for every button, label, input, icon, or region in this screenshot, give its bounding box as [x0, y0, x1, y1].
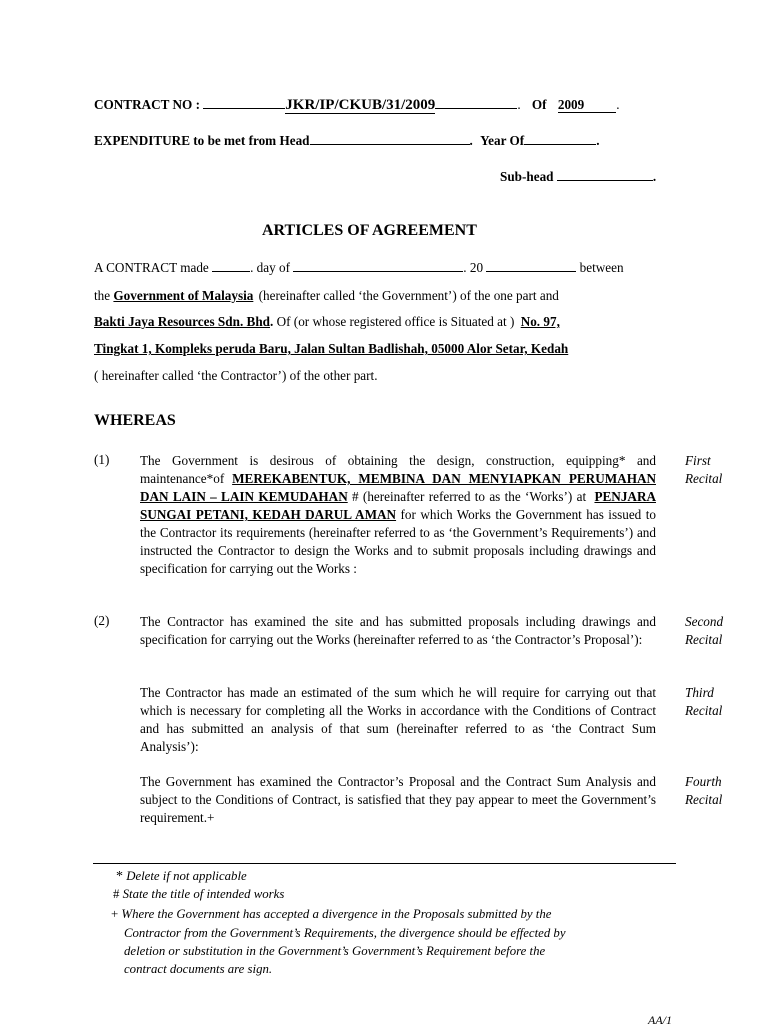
footnote-1	[116, 869, 247, 885]
recital-label-4-a: Fourth	[685, 774, 722, 789]
footnote-divider	[93, 863, 676, 864]
year-of-label: Year Of	[480, 133, 525, 148]
intro-line-3: Bakti Jaya Resources Sdn. Bhd. Of (or whose registered office is Situated at ) No. 97,	[94, 314, 560, 329]
subhead-blank	[557, 169, 653, 181]
recital-label-3-b: Recital	[685, 703, 723, 718]
recital-1-part-c: for which Works the Government has issued to the Contractor its requirements (hereinafter referred to as ‘the Government’s Requirements’) and instructed the Contractor to design the Works and to submit proposals including drawings and specification for carrying out the Works :	[140, 507, 656, 576]
recital-label-2-a: Second	[685, 614, 724, 629]
recital-label-4-b: Recital	[685, 792, 723, 807]
asterisk-symbol: *	[116, 869, 123, 884]
head-blank	[310, 133, 470, 145]
intro-made: A CONTRACT made	[94, 260, 209, 275]
recital-label-2-b: Recital	[685, 632, 723, 647]
works-title: MEREKABENTUK, MEMBINA DAN MENYIAPKAN PERUMAHAN DAN LAIN – LAIN KEMUDAHAN	[140, 471, 656, 504]
footnote-2-text: State the title of intended works	[122, 887, 285, 901]
recital-label-1-a: First	[685, 453, 711, 468]
of-year: 2009	[558, 97, 616, 113]
document-title: ARTICLES OF AGREEMENT	[262, 222, 477, 239]
recital-1-part-a: The Government is desirous of obtaining the design, construction, equipping* and maintenance*of	[140, 453, 656, 486]
recital-2-text: The Contractor has examined the site and has submitted proposals including drawings and specification for carrying out the Works (hereinafter referred to as ‘the Contractor’s Proposal’):	[140, 614, 656, 647]
intro-20: 20	[469, 260, 484, 275]
intro-line-1: A CONTRACT made . day of . 20 between	[94, 260, 624, 275]
footnote-3-line-2: Contractor from the Government’s Requirements, the divergence should be effected by	[124, 926, 566, 940]
recital-label-1	[685, 452, 722, 488]
recital-1-part-b: # (hereinafter referred to as the ‘Works’) at	[352, 489, 587, 504]
contract-no-label: CONTRACT NO :	[94, 97, 200, 112]
recital-label-1-b: Recital	[685, 471, 723, 486]
intro-line-5: ( hereinafter called ‘the Contractor’) of the other part.	[94, 368, 378, 383]
party-contractor: Bakti Jaya Resources Sdn. Bhd	[94, 314, 270, 329]
recital-1-text	[140, 452, 656, 578]
intro-the: the	[94, 288, 111, 303]
recital-number-1: (1)	[94, 452, 110, 467]
footnote-1-text: Delete if not applicable	[126, 869, 247, 883]
recital-number-2: (2)	[94, 613, 110, 628]
address-part-2: Tingkat 1, Kompleks peruda Baru, Jalan Sultan Badlishah, 05000 Alor Setar, Kedah	[94, 341, 569, 356]
footnote-2	[113, 887, 284, 902]
intro-rest: (hereinafter called ‘the Government’) of the one part and	[258, 288, 559, 303]
subhead-label: Sub-head	[500, 169, 554, 184]
party-government: Government of Malaysia	[113, 288, 254, 303]
intro-line-2	[94, 288, 559, 304]
blank-line	[203, 97, 285, 109]
expenditure-line: EXPENDITURE to be met from Head . Year Of .	[94, 133, 600, 148]
blank-year	[486, 260, 576, 272]
intro-between: between	[579, 260, 624, 275]
blank-line	[435, 97, 517, 109]
recital-label-3	[685, 684, 722, 720]
intro-dayof: day of	[256, 260, 290, 275]
intro-registered: Of (or whose registered office is Situated at )	[276, 314, 515, 329]
recital-3-text: The Contractor has made an estimated of the sum which he will require for carrying out that which is necessary for completing all the Works in accordance with the Conditions of Contract and has submitted an analysis of that sum (hereinafter referred to as ‘the Contract Sum Analysis’):	[140, 685, 656, 754]
recital-label-3-a: Third	[685, 685, 714, 700]
blank-day	[212, 260, 250, 272]
works-location: PENJARA SUNGAI PETANI, KEDAH DARUL AMAN	[140, 489, 656, 522]
expenditure-label: EXPENDITURE to be met from Head	[94, 133, 310, 148]
contract-no-line: CONTRACT NO : JKR/IP/CKUB/31/2009 . Of 2009 .	[94, 97, 620, 113]
blank-month	[293, 260, 463, 272]
footnote-3-line-3: deletion or substitution in the Government’s Government’s Requirement before the	[124, 944, 546, 958]
whereas-heading: WHEREAS	[94, 412, 176, 429]
contract-no-value: JKR/IP/CKUB/31/2009	[285, 97, 436, 113]
recital-4-text: The Government has examined the Contractor’s Proposal and the Contract Sum Analysis and subject to the Conditions of Contract, is satisfied that they pay appear to meet the Government’s requirement.+	[140, 774, 656, 825]
of-label: Of	[531, 97, 547, 112]
year-blank	[524, 133, 596, 145]
subhead-line: Sub-head .	[500, 169, 657, 184]
footnote-3-line-4: contract documents are sign.	[124, 962, 273, 976]
recital-label-2	[685, 613, 723, 649]
hash-symbol: #	[113, 887, 120, 901]
plus-symbol: +	[111, 907, 119, 921]
footnote-3	[111, 907, 551, 922]
address-part-1: No. 97,	[520, 314, 560, 329]
recital-label-4	[685, 773, 722, 809]
footnote-3-line-1: Where the Government has accepted a divergence in the Proposals submitted by the	[121, 907, 552, 921]
page-reference: AA/1	[648, 1013, 672, 1027]
